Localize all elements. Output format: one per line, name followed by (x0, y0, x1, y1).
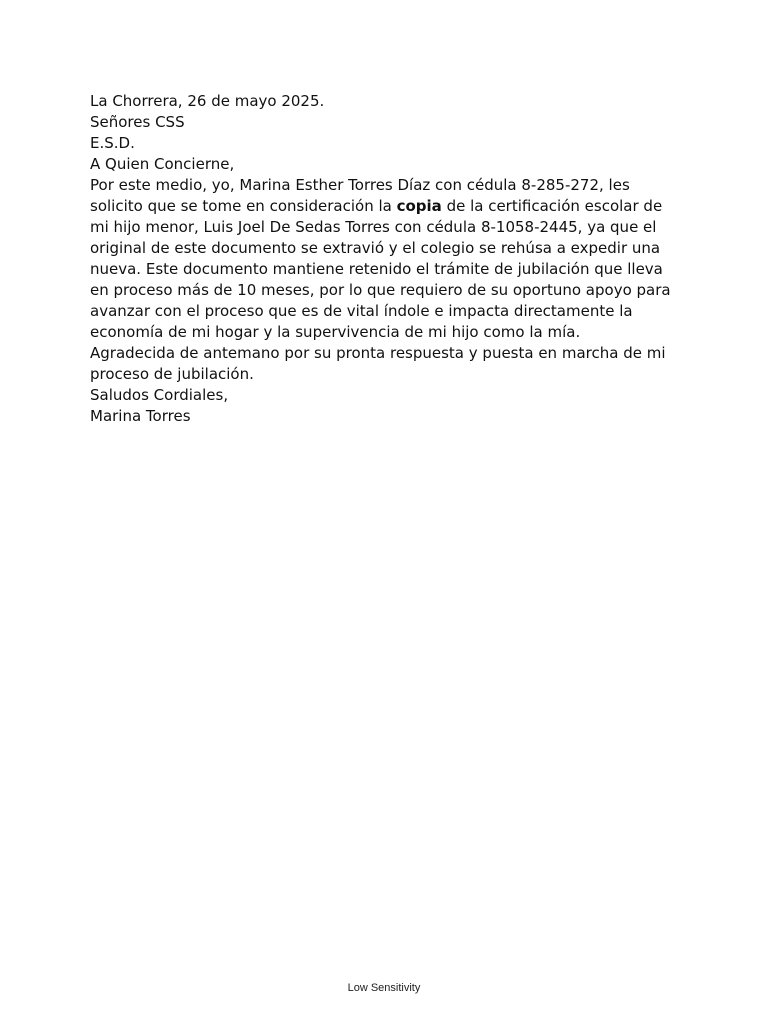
recipient-abbrev: E.S.D. (90, 134, 135, 152)
paragraph-1-bold-copia: copia (396, 197, 442, 215)
sensitivity-label: Low Sensitivity (347, 982, 421, 994)
letter-page (90, 91, 680, 427)
body-paragraph-2: Agradecida de antemano por su pronta respuesta y puesta en marcha de mi proceso de jubilación. (90, 344, 666, 383)
signature-name: Marina Torres (90, 407, 191, 425)
recipient-name: Señores CSS (90, 113, 185, 131)
paragraph-1-part-1: Por este medio, yo, Marina Esther Torres Díaz con cédula 8-285-272, les solicito que se tome en consideración la (90, 176, 630, 215)
body-paragraph-1 (90, 175, 680, 343)
date-line: La Chorrera, 26 de mayo 2025. (90, 92, 325, 110)
closing: Saludos Cordiales, (90, 386, 229, 404)
paragraph-1-part-2: de la certificación escolar de mi hijo menor, Luis Joel De Sedas Torres con cédula 8-1058-2445, ya que el original de este documento se extravió y el colegio se rehúsa a expedir una nueva. Este documento mantiene retenido el trámite de jubilación que lleva en proceso más de 10 meses, por lo que requiero de su oportuno apoyo para avanzar con el proceso que es de vital índole e impacta directamente la economía de mi hogar y la supervivencia de mi hijo como la mía. (90, 197, 671, 341)
salutation: A Quien Concierne, (90, 155, 235, 173)
